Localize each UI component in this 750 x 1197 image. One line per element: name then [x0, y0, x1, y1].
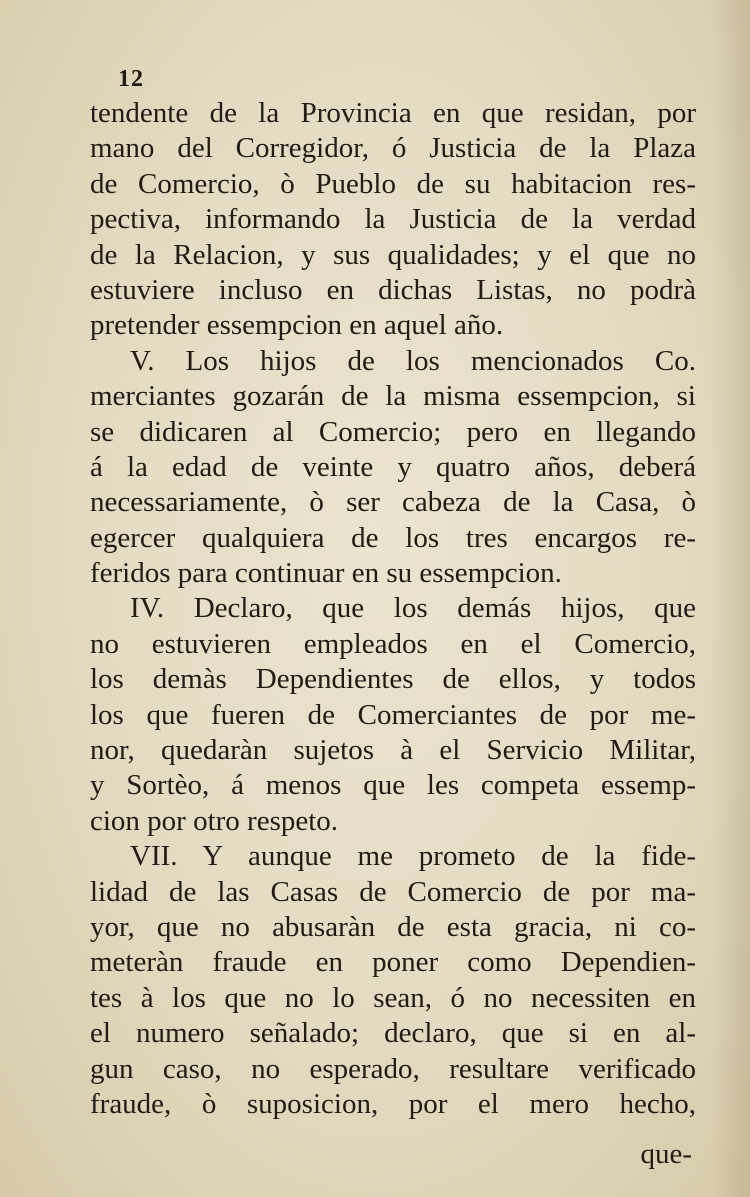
- text-line: fraude, ò suposicion, por el mero hecho,: [90, 1087, 696, 1120]
- text-line: meteràn fraude en poner como Dependien-: [90, 946, 696, 979]
- text-line: los demàs Dependientes de ellos, y todos: [90, 663, 696, 696]
- text-line: lidad de las Casas de Comercio de por ma-: [90, 875, 696, 908]
- text-line: nor, quedaràn sujetos à el Servicio Militar,: [90, 734, 696, 767]
- text-line: VII. Y aunque me prometo de la fide-: [130, 840, 696, 873]
- text-line: gun caso, no esperado, resultare verificado: [90, 1052, 696, 1085]
- page-edge-shadow: [712, 0, 750, 1197]
- text-line: se didicaren al Comercio; pero en llegando: [90, 415, 696, 448]
- text-line: feridos para continuar en su essempcion.: [90, 557, 562, 590]
- text-line: IV. Declaro, que los demás hijos, que: [130, 592, 696, 625]
- catchword: que-: [640, 1138, 692, 1170]
- text-line: no estuvieren empleados en el Comercio,: [90, 627, 696, 660]
- text-line: á la edad de veinte y quatro años, deberá: [90, 450, 696, 483]
- text-line: de la Relacion, y sus qualidades; y el que no: [90, 238, 696, 271]
- text-line: cion por otro respeto.: [90, 804, 339, 837]
- text-line: pectiva, informando la Justicia de la verdad: [90, 203, 696, 236]
- text-line: V. Los hijos de los mencionados Co.: [130, 344, 696, 377]
- text-line: el numero señalado; declaro, que si en al-: [90, 1017, 696, 1050]
- text-line: egercer qualquiera de los tres encargos re-: [90, 521, 696, 554]
- text-line: tendente de la Provincia en que residan, por: [90, 97, 696, 129]
- text-line: y Sortèo, á menos que les competa essemp-: [90, 769, 696, 802]
- text-line: tes à los que no lo sean, ó no necessiten en: [90, 981, 696, 1014]
- text-line: merciantes gozarán de la misma essempcion, si: [90, 380, 696, 413]
- text-line: mano del Corregidor, ó Justicia de la Plaza: [90, 132, 696, 165]
- body-text: [90, 96, 696, 1122]
- text-line: los que fueren de Comerciantes de por me-: [90, 698, 696, 731]
- text-line: necessariamente, ò ser cabeza de la Casa, ò: [90, 486, 696, 519]
- text-line: yor, que no abusaràn de esta gracia, ni co-: [90, 910, 696, 943]
- page-number: 12: [118, 66, 144, 92]
- text-line: estuviere incluso en dichas Listas, no podrà: [90, 273, 696, 306]
- text-line: de Comercio, ò Pueblo de su habitacion res-: [90, 167, 696, 200]
- text-line: pretender essempcion en aquel año.: [90, 309, 504, 342]
